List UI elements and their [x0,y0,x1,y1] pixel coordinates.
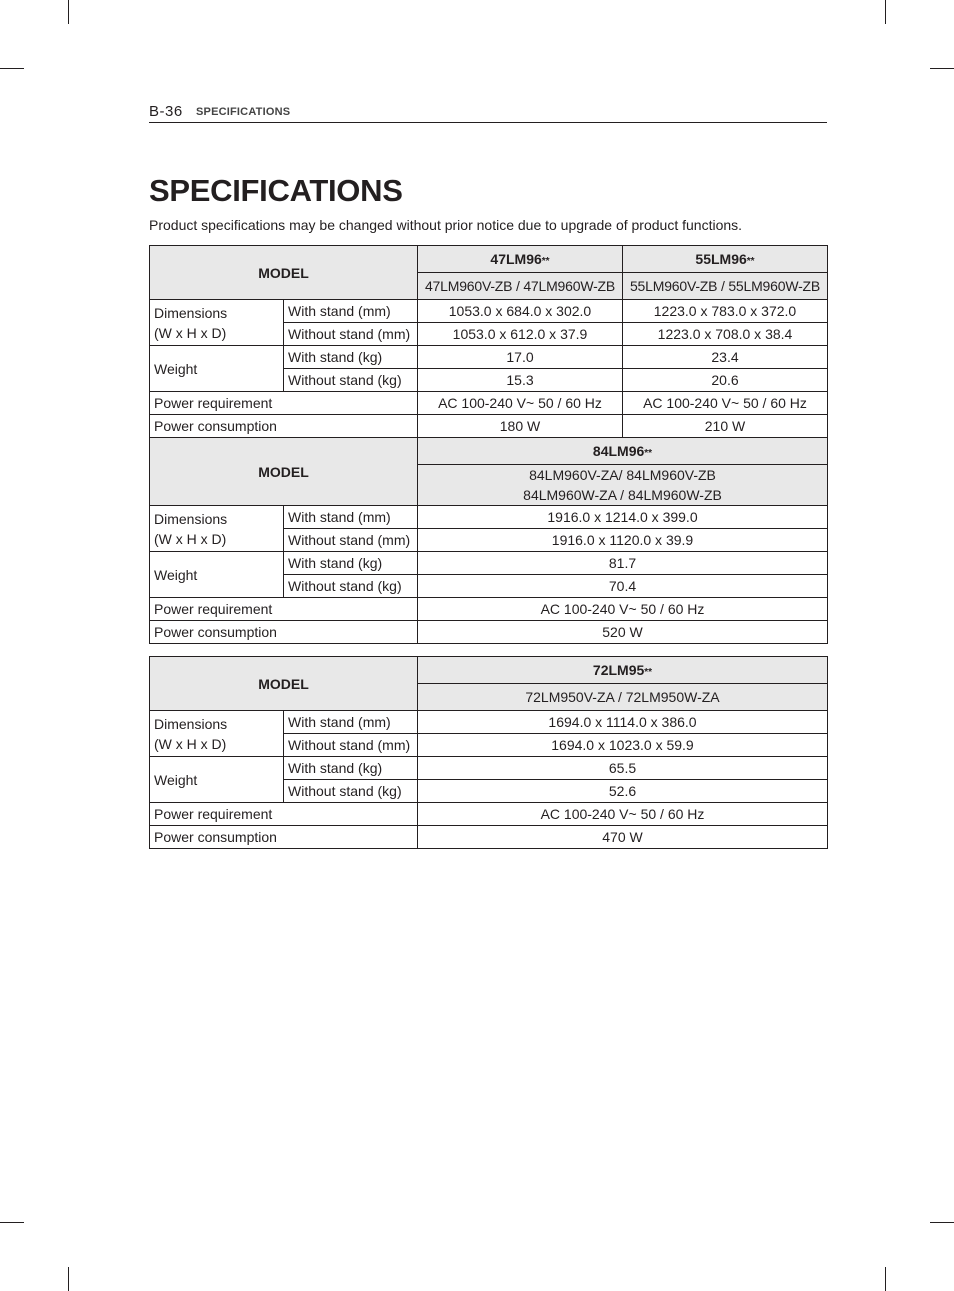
model-variants-72: 72LM950V-ZA / 72LM950W-ZA [418,684,828,711]
page-number: B-36 [149,103,183,120]
with-stand-kg-label: With stand (kg) [284,346,418,369]
without-stand-mm-label: Without stand (mm) [284,323,418,346]
cell-value: 81.7 [418,552,828,575]
table-row [150,657,828,684]
cell-value: 52.6 [418,780,828,803]
power-requirement-label: Power requirement [150,392,418,415]
cell-value: 1916.0 x 1120.0 x 39.9 [418,529,828,552]
table-row [150,506,828,529]
power-requirement-label: Power requirement [150,598,418,621]
crop-mark [0,68,24,69]
table-row [150,246,828,273]
cell-value: 17.0 [418,346,623,369]
cell-value: AC 100-240 V~ 50 / 60 Hz [418,392,623,415]
crop-mark [68,1267,69,1291]
with-stand-mm-label: With stand (mm) [284,711,418,734]
dimensions-label: Dimensions (W x H x D) [150,711,284,757]
model-header: MODEL [150,246,418,300]
cell-value: 1053.0 x 612.0 x 37.9 [418,323,623,346]
model-series-55: 55LM96** [623,246,828,273]
crop-mark [930,1222,954,1223]
weight-label: Weight [150,346,284,392]
model-header: MODEL [150,657,418,711]
crop-mark [0,1222,24,1223]
without-stand-kg-label: Without stand (kg) [284,575,418,598]
cell-value: 210 W [623,415,828,438]
model-header: MODEL [150,438,418,506]
power-consumption-label: Power consumption [150,415,418,438]
cell-value: AC 100-240 V~ 50 / 60 Hz [623,392,828,415]
cell-value: 70.4 [418,575,828,598]
cell-value: 20.6 [623,369,828,392]
weight-label: Weight [150,552,284,598]
power-requirement-label: Power requirement [150,803,418,826]
without-stand-mm-label: Without stand (mm) [284,734,418,757]
with-stand-mm-label: With stand (mm) [284,506,418,529]
without-stand-mm-label: Without stand (mm) [284,529,418,552]
without-stand-kg-label: Without stand (kg) [284,780,418,803]
weight-label: Weight [150,757,284,803]
cell-value: 1916.0 x 1214.0 x 399.0 [418,506,828,529]
table-row [150,552,828,575]
cell-value: 180 W [418,415,623,438]
model-series-47: 47LM96** [418,246,623,273]
with-stand-kg-label: With stand (kg) [284,757,418,780]
power-consumption-label: Power consumption [150,826,418,849]
cell-value: 15.3 [418,369,623,392]
model-variants-84: 84LM960V-ZA/ 84LM960V-ZB 84LM960W-ZA / 84LM960W-ZB [418,465,828,506]
crop-mark [885,1267,886,1291]
power-consumption-label: Power consumption [150,621,418,644]
table-row [150,300,828,323]
cell-value: AC 100-240 V~ 50 / 60 Hz [418,598,828,621]
model-variants-47: 47LM960V-ZB / 47LM960W-ZB [418,273,623,300]
table-row [150,346,828,369]
model-series-84: 84LM96** [418,438,828,465]
model-series-72: 72LM95** [418,657,828,684]
table-row [150,826,828,849]
page-title: SPECIFICATIONS [149,173,403,208]
table-row [150,757,828,780]
crop-mark [930,68,954,69]
table-row [150,621,828,644]
page-header [149,103,827,123]
table-row [150,803,828,826]
with-stand-mm-label: With stand (mm) [284,300,418,323]
cell-value: 1694.0 x 1023.0 x 59.9 [418,734,828,757]
table-row [150,711,828,734]
cell-value: 65.5 [418,757,828,780]
table-row [150,392,828,415]
cell-value: 23.4 [623,346,828,369]
cell-value: 520 W [418,621,828,644]
table-row [150,438,828,465]
spec-table-1 [149,245,828,644]
without-stand-kg-label: Without stand (kg) [284,369,418,392]
crop-mark [885,0,886,24]
with-stand-kg-label: With stand (kg) [284,552,418,575]
cell-value: 1694.0 x 1114.0 x 386.0 [418,711,828,734]
model-variants-55: 55LM960V-ZB / 55LM960W-ZB [623,273,828,300]
cell-value: AC 100-240 V~ 50 / 60 Hz [418,803,828,826]
crop-mark [68,0,69,24]
cell-value: 1223.0 x 783.0 x 372.0 [623,300,828,323]
cell-value: 1223.0 x 708.0 x 38.4 [623,323,828,346]
section-label: SPECIFICATIONS [196,106,291,118]
dimensions-label: Dimensions (W x H x D) [150,300,284,346]
cell-value: 470 W [418,826,828,849]
spec-table-2 [149,656,828,849]
table-row [150,415,828,438]
page-subtitle: Product specifications may be changed without prior notice due to upgrade of product functions. [149,217,743,233]
dimensions-label: Dimensions (W x H x D) [150,506,284,552]
table-row [150,598,828,621]
cell-value: 1053.0 x 684.0 x 302.0 [418,300,623,323]
